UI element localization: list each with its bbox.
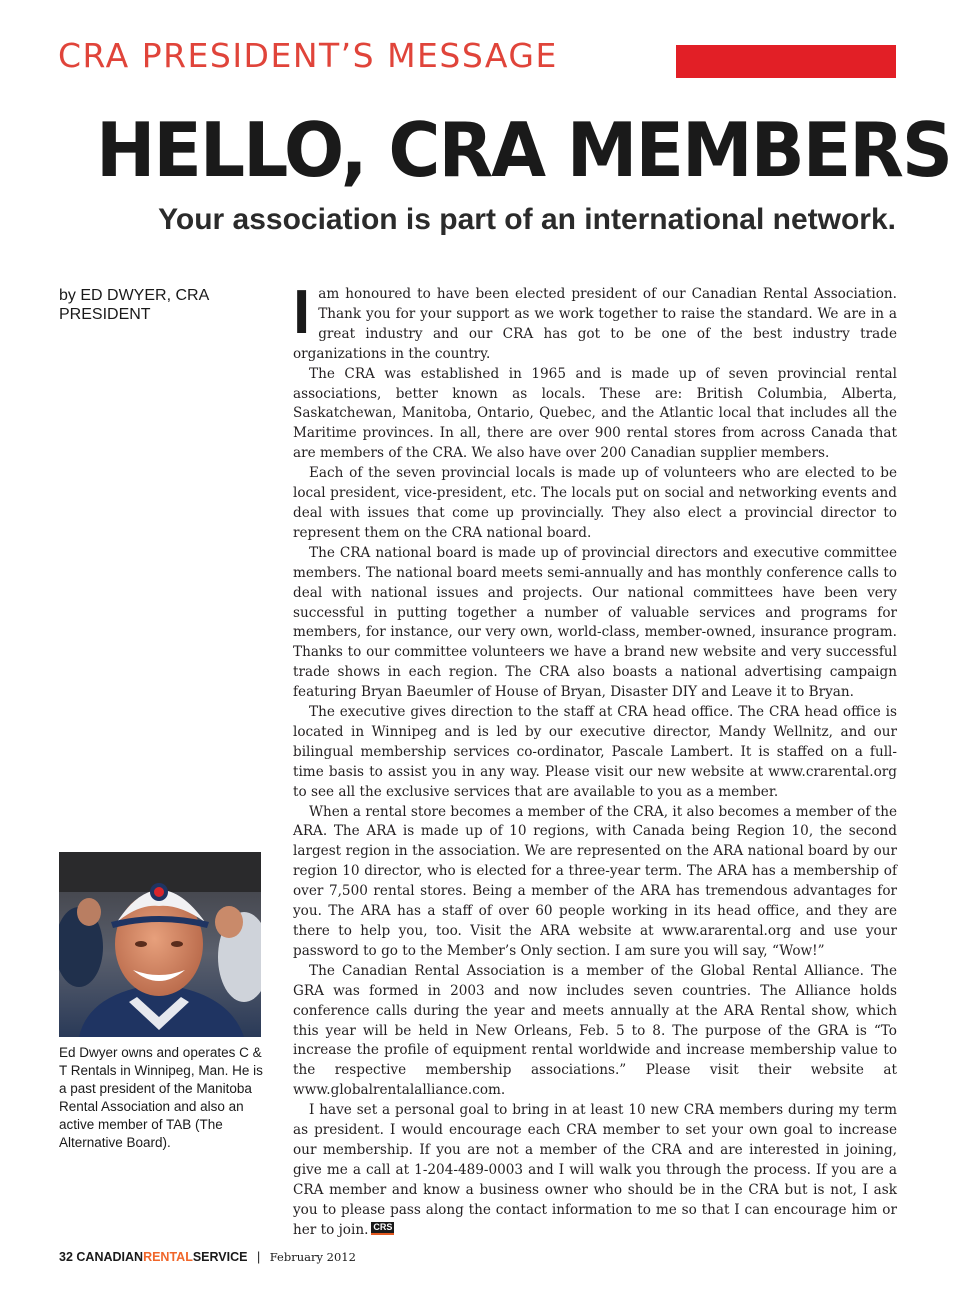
magazine-name-part: CANADIAN: [76, 1250, 144, 1264]
headline: HELLO, CRA MEMBERS: [96, 106, 952, 195]
author-portrait-photo: [59, 852, 261, 1037]
magazine-name-part: SERVICE: [192, 1250, 248, 1264]
article-paragraph: The CRA was established in 1965 and is made up of seven provincial rental associations, better known as locals. These are: British Columbia, Alberta, Saskatchewan, Manitoba, Ontario, Quebec, and the Atlantic local that includes all the Maritime provinces. In all, there are over 900 rental stores from across Canada that are members of the CRA. We also have over 200 Canadian supplier members.: [293, 365, 897, 462]
page-number: 32: [59, 1250, 73, 1264]
magazine-name-part: RENTAL: [143, 1250, 193, 1264]
article-paragraph: The CRA national board is made up of provincial directors and executive committee members. The national board meets semi-annually and has monthly conference calls to deal with national issues and projects. Our national committees have been very successful in putting together a number of valuable services and programs for members, for instance, our very own, world-class, member-owned, insurance program. Thanks to our committee volunteers we have a brand new website and very successful trade shows in each region. The CRA also boasts a national advertising campaign featuring Bryan Baeumler of House of Bryan, Disaster DIY and Leave it to Bryan.: [293, 544, 897, 701]
article-paragraph: The executive gives direction to the staff at CRA head office. The CRA head office is located in Winnipeg and is led by our executive director, Mandy Wellnitz, and our bilingual membership services co-ordinator, Pascale Lambert. It is staffed on a full-time basis to assist you in any way. Please visit our new website at www.crarental.org to see all the exclusive services that are available to you as a member.: [293, 704, 897, 800]
photo-caption: Ed Dwyer owns and operates C & T Rentals in Winnipeg, Man. He is a past president of the Manitoba Rental Association and also an active member of TAB (The Alternative Board).: [59, 1045, 263, 1150]
author-photo: [59, 852, 261, 1037]
paragraph-text: I have set a personal goal to bring in at least 10 new CRA members during my term as president. I would encourage each CRA member to set your own goal to increase our membership. If you are not a member of the CRA and are interested in joining, give me a call at 1-204-489-0003 and I will walk you through the process. If you are a CRA member and know a business owner who should be in the CRA but is not, I ask you to please pass along the contact information to me so that I can encourage him or her to join.: [293, 1102, 897, 1238]
paragraph-text: am honoured to have been elected president of our Canadian Rental Association. Thank you for your support as we work together to raise the standard. We are in a great industry and our CRA has got to be one of the best industry trade organizations in the country.: [293, 286, 897, 362]
magazine-name: [76, 1250, 247, 1264]
article-paragraph: [293, 1101, 897, 1240]
section-label: CRA PRESIDENT’S MESSAGE: [58, 36, 558, 75]
subheadline: Your association is part of an international network.: [158, 203, 896, 236]
byline-author: by ED DWYER, CRA: [59, 287, 210, 304]
byline: [59, 286, 259, 324]
footer-separator: |: [256, 1250, 261, 1264]
article-body: [293, 278, 897, 1241]
section-accent-bar: [676, 45, 896, 78]
drop-cap: I: [293, 278, 311, 347]
byline-title: PRESIDENT: [59, 306, 151, 323]
issue-date: February 2012: [269, 1250, 356, 1264]
article-paragraph: [293, 278, 897, 365]
article-paragraph: When a rental store becomes a member of the CRA, it also becomes a member of the ARA. The ARA is made up of 10 regions, with Canada being Region 10, the second largest region in the association. We are represented on the ARA national board by our region 10 director, who is elected for a three-year term. The ARA has a membership of over 7,500 rental stores. Being a member of the ARA has tremendous advantages for you. The ARA has a staff of over 60 people working in its head office, and they are there to help you, too. Visit the ARA website at www.ararental.org and use your password to go to the Member’s Only section. I am sure you will say, “Wow!”: [293, 803, 897, 959]
article-paragraph: Each of the seven provincial locals is made up of volunteers who are elected to be local president, vice-president, etc. The locals put on social and networking events and deal with issues that come up provincially. They also elect a provincial director to represent them on the CRA national board.: [293, 465, 897, 541]
crs-end-mark-icon: CRS: [371, 1222, 394, 1235]
page-footer: [59, 1249, 356, 1265]
article-paragraph: The Canadian Rental Association is a member of the Global Rental Alliance. The GRA was formed in 2003 and now includes seven countries. The Alliance holds conference calls during the year and meets annually at the ARA Rental show, which this year will be held in New Orleans, Feb. 5 to 8. The purpose of the GRA is “To increase the profile of equipment rental worldwide and increase membership value to the respective membership associations.” Please visit their website at www.globalrentalalliance.com.: [293, 962, 897, 1099]
